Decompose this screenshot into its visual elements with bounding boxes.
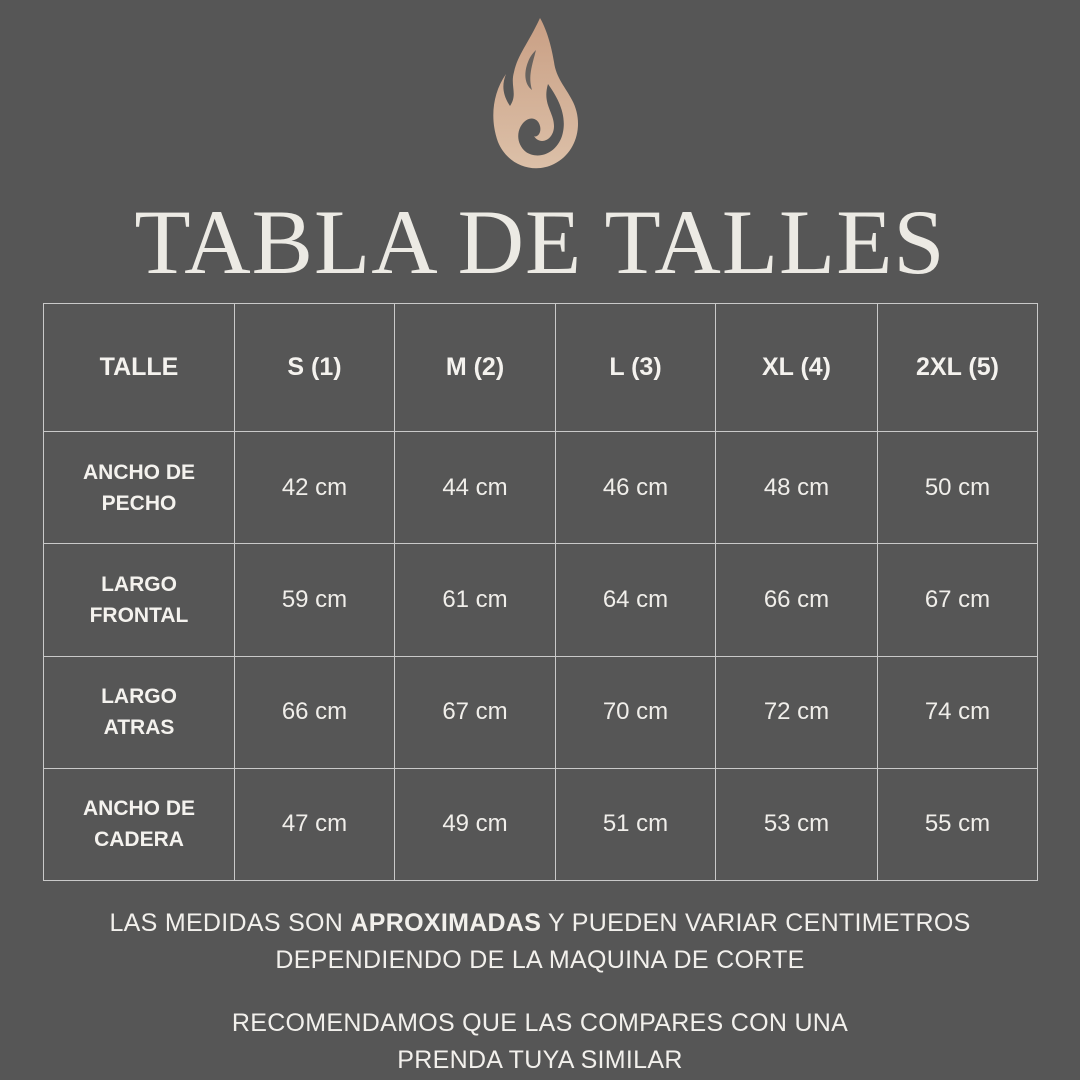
- table-cell: 66 cm: [716, 544, 878, 656]
- table-cell: 64 cm: [556, 544, 716, 656]
- recommendation-line: PRENDA TUYA SIMILAR: [397, 1046, 683, 1074]
- row-label-line: ANCHO DE: [82, 797, 195, 821]
- header-size: 2XL (5): [878, 304, 1038, 432]
- row-label: [44, 768, 235, 880]
- header-size: M (2): [395, 304, 556, 432]
- table-cell: 44 cm: [395, 432, 556, 544]
- table-row: [44, 768, 1038, 880]
- row-label-line: LARGO: [101, 572, 177, 596]
- row-label: [44, 544, 235, 656]
- disclaimer-line: [0, 905, 1080, 942]
- table-cell: 67 cm: [395, 656, 556, 768]
- table-cell: 47 cm: [235, 768, 395, 880]
- disclaimer-text: Y PUEDEN VARIAR CENTIMETROS: [541, 909, 971, 937]
- table-cell: 48 cm: [716, 432, 878, 544]
- header-size: S (1): [235, 304, 395, 432]
- row-label-line: FRONTAL: [89, 603, 189, 627]
- table-cell: 50 cm: [878, 432, 1038, 544]
- row-label-line: CADERA: [94, 828, 184, 852]
- table-header-row: [44, 304, 1038, 432]
- recommendation-line: RECOMENDAMOS QUE LAS COMPARES CON UNA: [231, 1009, 849, 1037]
- table-cell: 55 cm: [878, 768, 1038, 880]
- table-row: [44, 656, 1038, 768]
- disclaimer-line: DEPENDIENDO DE LA MAQUINA DE CORTE: [275, 946, 805, 974]
- table-cell: 49 cm: [395, 768, 556, 880]
- table-cell: 51 cm: [556, 768, 716, 880]
- table-row: [44, 544, 1038, 656]
- table-cell: 66 cm: [235, 656, 395, 768]
- page-title: TABLA DE TALLES: [134, 191, 946, 293]
- table-cell: 72 cm: [716, 656, 878, 768]
- table-cell: 46 cm: [556, 432, 716, 544]
- header-size: XL (4): [716, 304, 878, 432]
- size-chart-table: [43, 303, 1038, 881]
- disclaimer-note: [0, 905, 1080, 979]
- header-corner-label: TALLE: [44, 304, 235, 432]
- row-label-line: PECHO: [101, 491, 177, 515]
- flame-icon: [488, 14, 584, 174]
- header-size: L (3): [556, 304, 716, 432]
- table-cell: 70 cm: [556, 656, 716, 768]
- row-label-line: ATRAS: [103, 716, 175, 740]
- table-cell: 74 cm: [878, 656, 1038, 768]
- row-label: [44, 656, 235, 768]
- row-label-line: ANCHO DE: [82, 460, 195, 484]
- table-cell: 67 cm: [878, 544, 1038, 656]
- table-cell: 42 cm: [235, 432, 395, 544]
- row-label-line: LARGO: [101, 685, 177, 709]
- disclaimer-text: LAS MEDIDAS SON: [109, 909, 351, 937]
- table-cell: 53 cm: [716, 768, 878, 880]
- recommendation-note: [0, 1005, 1080, 1079]
- table-cell: 61 cm: [395, 544, 556, 656]
- row-label: [44, 432, 235, 544]
- table-row: [44, 432, 1038, 544]
- disclaimer-emphasis: APROXIMADAS: [350, 909, 542, 937]
- table-cell: 59 cm: [235, 544, 395, 656]
